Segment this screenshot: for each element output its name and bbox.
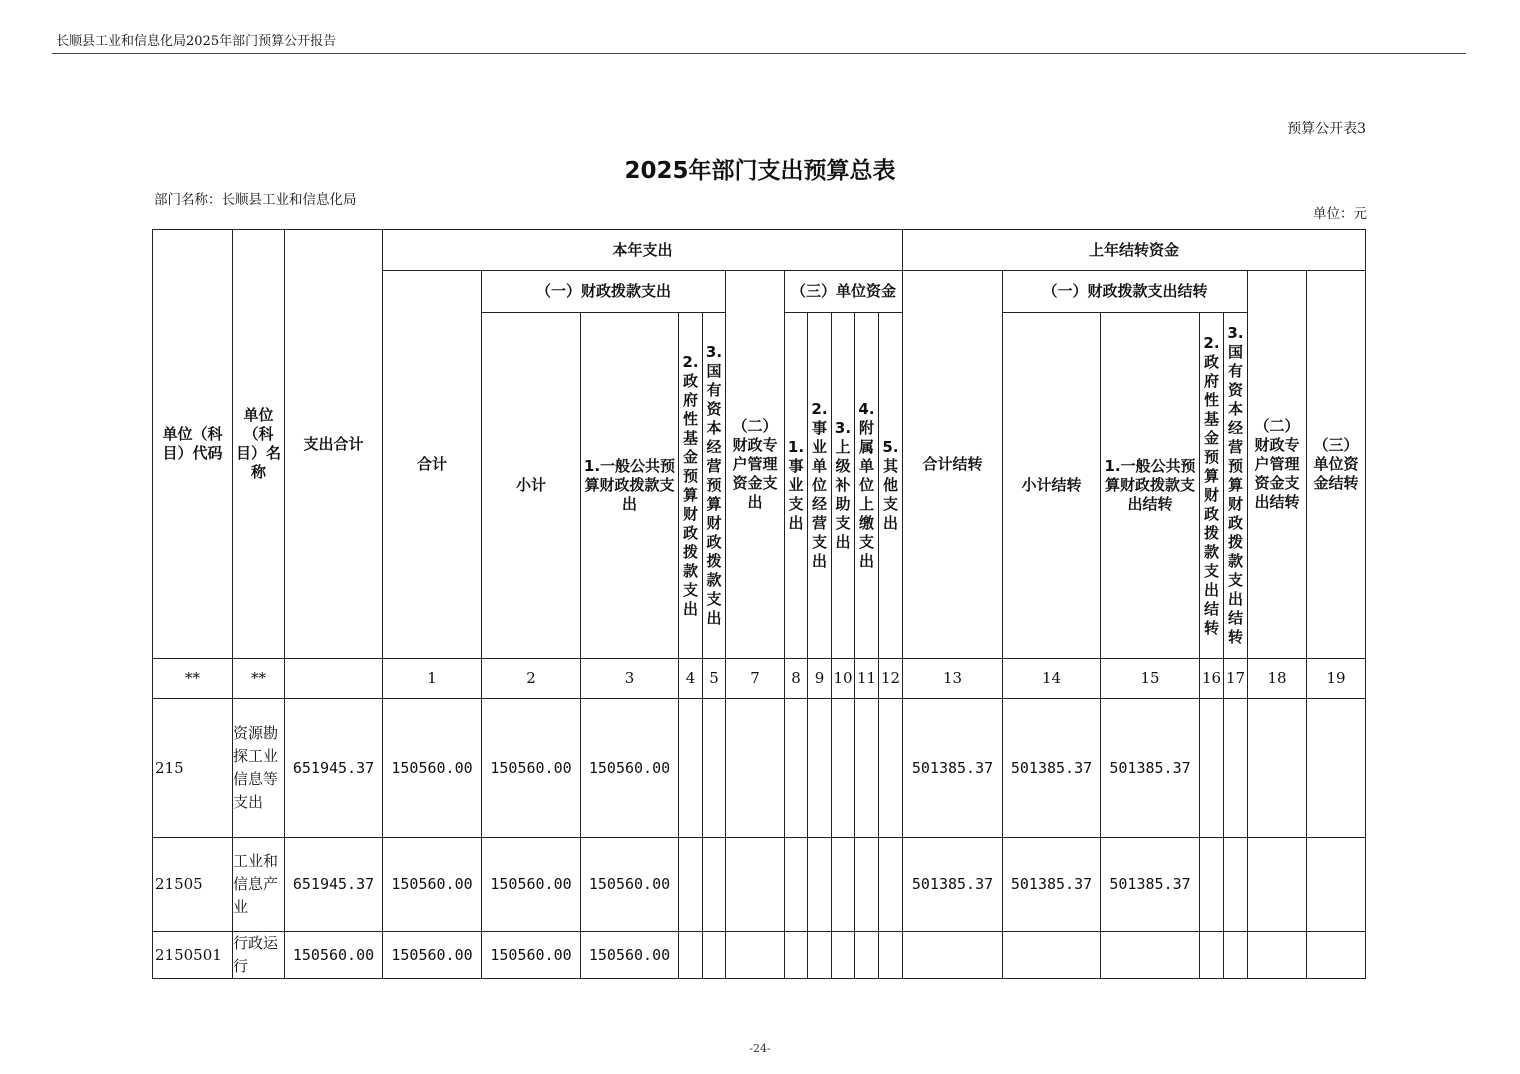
cell-cur-total: 150560.00 [383, 699, 482, 838]
cell-co-special [1248, 699, 1307, 838]
cell-gov-fund [679, 932, 703, 979]
page-title: 2025年部门支出预算总表 [624, 158, 896, 184]
column-index-cell: 2 [482, 659, 581, 699]
cell-total: 651945.37 [285, 699, 383, 838]
cell-u5 [879, 932, 903, 979]
cell-u4 [855, 838, 879, 932]
general-budget-header: 1.一般公共预算财政拨款支出 [581, 313, 679, 659]
cell-name: 行政运行 [233, 932, 285, 979]
column-index-cell: 10 [832, 659, 855, 699]
column-index-cell [285, 659, 383, 699]
cell-u4 [855, 699, 879, 838]
cell-special [726, 932, 785, 979]
cell-special [726, 838, 785, 932]
cell-u1 [785, 838, 808, 932]
cell-co-state-capital [1224, 699, 1248, 838]
cell-subtotal: 150560.00 [482, 838, 581, 932]
cell-co-general: 501385.37 [1101, 838, 1200, 932]
cell-co-gov-fund [1200, 932, 1224, 979]
cell-co-subtotal: 501385.37 [1003, 838, 1101, 932]
column-index-cell: 1 [383, 659, 482, 699]
state-capital-header: 3.国有资本经营预算财政拨款支出 [703, 313, 726, 659]
cell-name: 资源勘探工业信息等支出 [233, 699, 285, 838]
column-index-cell: 14 [1003, 659, 1101, 699]
column-index-cell: ** [233, 659, 285, 699]
page-number: -24- [749, 1042, 771, 1055]
column-index-cell: 11 [855, 659, 879, 699]
carryover-header: 上年结转资金 [903, 230, 1366, 271]
cell-co-gov-fund [1200, 699, 1224, 838]
cur-total-header: 合计 [383, 271, 482, 659]
cell-total: 651945.37 [285, 838, 383, 932]
col-code-header: 单位（科目）代码 [153, 230, 233, 659]
cell-u2 [808, 699, 832, 838]
cell-general: 150560.00 [581, 932, 679, 979]
cell-u3 [832, 932, 855, 979]
unit-expense-3-header: 3.上级补助支出 [832, 313, 855, 659]
cell-code: 2150501 [153, 932, 233, 979]
cell-co-unit [1307, 838, 1366, 932]
special-account-header: （二）财政专户管理资金支出 [726, 271, 785, 659]
unit-expense-4-header: 4.附属单位上缴支出 [855, 313, 879, 659]
column-index-cell: 16 [1200, 659, 1224, 699]
column-index-row [153, 659, 1366, 699]
co-general-header: 1.一般公共预算财政拨款支出结转 [1101, 313, 1200, 659]
cell-u1 [785, 932, 808, 979]
cell-co-subtotal: 501385.37 [1003, 699, 1101, 838]
column-index-cell: 12 [879, 659, 903, 699]
cell-u3 [832, 699, 855, 838]
department-name: 部门名称：长顺县工业和信息化局 [154, 192, 357, 208]
cell-general: 150560.00 [581, 699, 679, 838]
cell-co-total: 501385.37 [903, 699, 1003, 838]
page-header: 长顺县工业和信息化局2025年部门预算公开报告 [56, 34, 337, 49]
co-special-header: （二）财政专户管理资金支出结转 [1248, 271, 1307, 659]
cell-cur-total: 150560.00 [383, 838, 482, 932]
cell-state-capital [703, 932, 726, 979]
column-index-cell: 19 [1307, 659, 1366, 699]
co-fiscal-group-header: （一）财政拨款支出结转 [1003, 271, 1248, 313]
cell-co-subtotal [1003, 932, 1101, 979]
co-total-header: 合计结转 [903, 271, 1003, 659]
unit-fund-group-header: （三）单位资金 [785, 271, 903, 313]
subtotal-header: 小计 [482, 313, 581, 659]
cell-total: 150560.00 [285, 932, 383, 979]
co-gov-fund-header: 2.政府性基金预算财政拨款支出结转 [1200, 313, 1224, 659]
cell-u4 [855, 932, 879, 979]
cell-gov-fund [679, 699, 703, 838]
cell-state-capital [703, 838, 726, 932]
table-row [153, 838, 1366, 932]
cell-u5 [879, 699, 903, 838]
form-number: 预算公开表3 [1287, 121, 1366, 137]
currency-unit: 单位：元 [1313, 206, 1367, 222]
column-index-cell: 3 [581, 659, 679, 699]
table-row [153, 932, 1366, 979]
cell-code: 215 [153, 699, 233, 838]
cell-co-state-capital [1224, 838, 1248, 932]
cell-general: 150560.00 [581, 838, 679, 932]
header-divider [52, 53, 1466, 54]
column-index-cell: 9 [808, 659, 832, 699]
cell-u1 [785, 699, 808, 838]
column-index-cell: 4 [679, 659, 703, 699]
gov-fund-header: 2.政府性基金预算财政拨款支出 [679, 313, 703, 659]
cell-co-total: 501385.37 [903, 838, 1003, 932]
cell-gov-fund [679, 838, 703, 932]
cell-special [726, 699, 785, 838]
unit-expense-5-header: 5.其他支出 [879, 313, 903, 659]
table-header [153, 230, 1366, 659]
col-total-header: 支出合计 [285, 230, 383, 659]
column-index-cell: 5 [703, 659, 726, 699]
column-index-cell: 18 [1248, 659, 1307, 699]
unit-expense-2-header: 2.事业单位经营支出 [808, 313, 832, 659]
current-year-header: 本年支出 [383, 230, 903, 271]
cell-u2 [808, 838, 832, 932]
cell-co-general: 501385.37 [1101, 699, 1200, 838]
cell-name: 工业和信息产业 [233, 838, 285, 932]
co-state-capital-header: 3.国有资本经营预算财政拨款支出结转 [1224, 313, 1248, 659]
table-row [153, 699, 1366, 838]
cell-co-total [903, 932, 1003, 979]
col-name-header: 单位（科目）名称 [233, 230, 285, 659]
column-index-cell: 7 [726, 659, 785, 699]
column-index-cell: ** [153, 659, 233, 699]
index-row-group [153, 659, 1366, 699]
cell-co-general [1101, 932, 1200, 979]
cell-code: 21505 [153, 838, 233, 932]
cell-co-special [1248, 932, 1307, 979]
cell-co-state-capital [1224, 932, 1248, 979]
cell-u3 [832, 838, 855, 932]
co-unit-header: （三）单位资金结转 [1307, 271, 1366, 659]
cell-u2 [808, 932, 832, 979]
cell-u5 [879, 838, 903, 932]
cell-subtotal: 150560.00 [482, 699, 581, 838]
column-index-cell: 8 [785, 659, 808, 699]
cell-state-capital [703, 699, 726, 838]
cell-co-unit [1307, 699, 1366, 838]
fiscal-group-header: （一）财政拨款支出 [482, 271, 726, 313]
cell-cur-total: 150560.00 [383, 932, 482, 979]
cell-co-special [1248, 838, 1307, 932]
cell-subtotal: 150560.00 [482, 932, 581, 979]
cell-co-unit [1307, 932, 1366, 979]
table-body [153, 699, 1366, 979]
column-index-cell: 17 [1224, 659, 1248, 699]
co-subtotal-header: 小计结转 [1003, 313, 1101, 659]
column-index-cell: 13 [903, 659, 1003, 699]
column-index-cell: 15 [1101, 659, 1200, 699]
unit-expense-1-header: 1.事业支出 [785, 313, 808, 659]
cell-co-gov-fund [1200, 838, 1224, 932]
expenditure-budget-table [152, 229, 1366, 979]
